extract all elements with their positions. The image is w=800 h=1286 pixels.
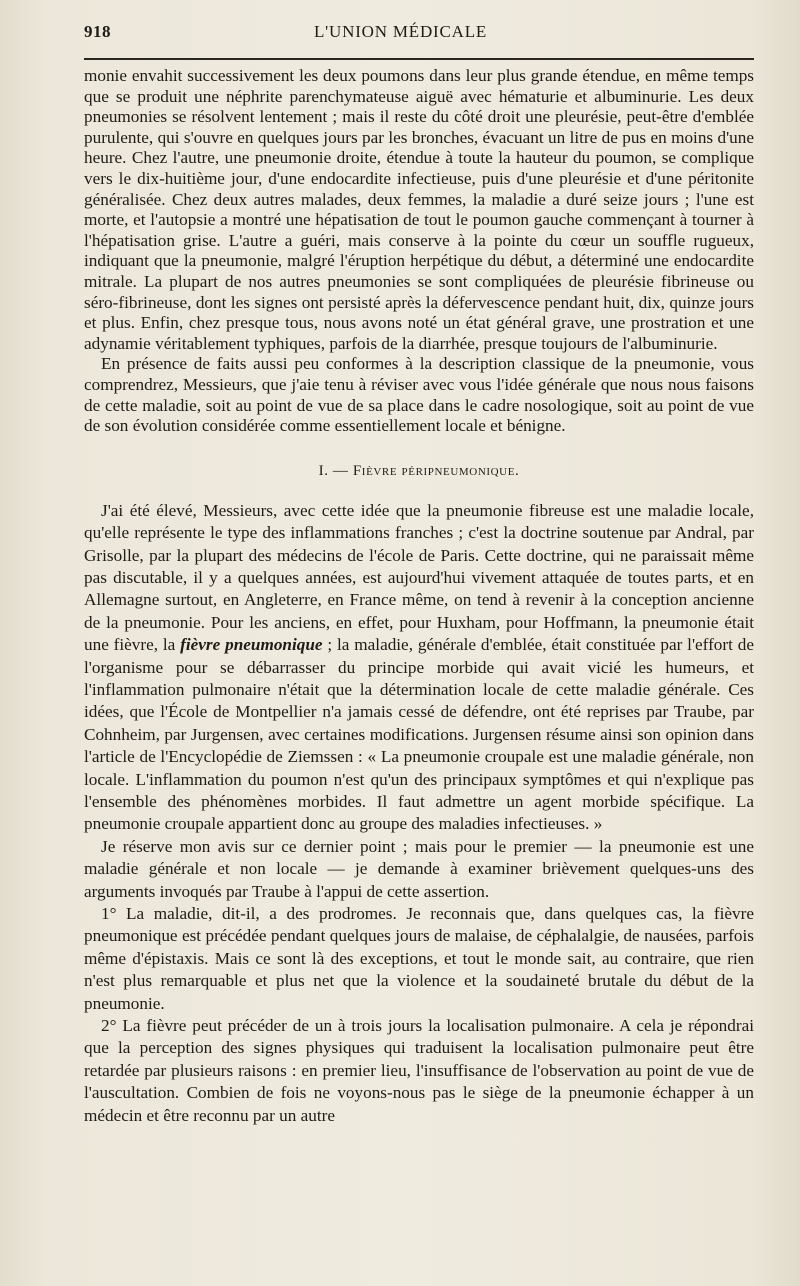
page-number: 918 xyxy=(84,22,111,41)
paragraph: 2° La fièvre peut précéder de un à trois jours la localisation pulmonaire. A cela je répondrai que la perception des signes physiques qui traduisent la localisation pulmonaire peut être retardée par plusieurs raisons : en premier lieu, l'insuffisance de l'observation au point de vue de l'auscultation. Combien de fois ne voyons-nous pas le siège de la pneumonie échapper à un médecin et être reconnu par un autre xyxy=(84,1016,754,1125)
paragraph xyxy=(84,500,754,836)
paragraph: monie envahit successivement les deux poumons dans leur plus grande étendue, en même temps que se produit une néphrite parenchymateuse aiguë avec hématurie et albuminurie. Les deux pneumonies se résolvent lentement ; mais il reste du côté droit une pleurésie, peut-être d'emblée purulente, qui s'ouvre en quelques jours par les bronches, évacuant un litre de pus en moins d'une heure. Chez l'autre, une pneumonie droite, étendue à toute la hauteur du poumon, se complique vers le dix-huitième jour, d'une endocardite infectieuse, puis d'une pleurésie et d'une péritonite généralisée. Chez deux autres malades, deux femmes, la maladie a duré seize jours ; l'une est morte, et l'autopsie a montré une hépatisation de tout le poumon gauche commençant à tourner à l'hépatisation grise. L'autre a guéri, mais conserve à la pointe du cœur un souffle rugueux, indiquant que la pneumonie, malgré l'éruption herpétique du début, a déterminé une endocardite mitrale. La plupart de nos autres pneumonies se sont compliquées de pleurésie fibrineuse ou séro-fibrineuse, dont les signes ont persisté après la défervescence pendant huit, dix, quinze jours et plus. Enfin, chez presque tous, nous avons noté un état général grave, une prostration et une adynamie véritablement typhiques, parfois de la diarrhée, presque toujours de l'albuminurie. xyxy=(84,66,754,353)
section-heading xyxy=(84,463,754,480)
italic-term: fièvre pneumonique xyxy=(180,635,323,655)
article-body xyxy=(84,66,754,1127)
header-rule xyxy=(84,58,754,60)
paragraph-text: J'ai été élevé, Messieurs, avec cette idée que la pneumonie fibreuse est une maladie locale, qu'elle représente le type des inflammations franches ; c'est la doctrine soutenue par Andral, par Grisolle, par la plupart des médecins de l'école de Paris. Cette doctrine, qui ne paraissait même pas discutable, il y a quelques années, est aujourd'hui vivement attaquée de toutes parts, et en Allemagne surtout, en Angleterre, en France même, on tend à revenir à la conception ancienne de la pneumonie. Pour les anciens, en effet, pour Huxham, pour Hoffmann, la pneumonie était une fièvre, la xyxy=(84,500,754,655)
running-head xyxy=(84,22,754,52)
section-body xyxy=(84,500,754,1127)
paragraph: 1° La maladie, dit-il, a des prodromes. Je reconnais que, dans quelques cas, la fièvre pneumonique est précédée pendant quelques jours de malaise, de céphalalgie, de nausées, parfois même d'épistaxis. Mais ce sont là des exceptions, et tout le monde sait, au contraire, que rien n'est plus remarquable et plus net que la violence et la soudaineté brutale du début de la pneumonie. xyxy=(84,904,754,1013)
journal-title: L'UNION MÉDICALE xyxy=(314,22,488,41)
section-title: Fièvre péripneumonique. xyxy=(352,462,520,479)
section-number: I. — xyxy=(318,462,349,479)
paragraph: En présence de faits aussi peu conformes à la description classique de la pneumonie, vous comprendrez, Messieurs, que j'aie tenu à réviser avec vous l'idée générale que nous nous faisons de cette maladie, soit au point de vue de sa place dans le cadre nosologique, soit au point de vue de son évolution considérée comme essentiellement locale et bénigne. xyxy=(84,354,754,436)
paragraph: Je réserve mon avis sur ce dernier point ; mais pour le premier — la pneumonie est une maladie générale et non locale — je demande à examiner brièvement quelques-uns des arguments invoqués par Traube à l'appui de cette assertion. xyxy=(84,836,754,901)
paragraph-text: ; la maladie, générale d'emblée, était constituée par l'effort de l'organisme pour se débarrasser du principe morbide qui avait vicié les humeurs, et l'inflammation pulmonaire n'était que la détermination locale de cette maladie générale. Ces idées, que l'École de Montpellier n'a jamais cessé de défendre, ont été reprises par Traube, par Cohnheim, par Jurgensen, avec certaines modifications. Jurgensen résume ainsi son opinion dans l'article de l'Encyclopédie de Ziemssen : « La pneumonie croupale est une maladie générale, non locale. L'inflammation du poumon n'est qu'un des principaux symptômes et qui n'explique pas l'ensemble des phénomènes morbides. Il faut admettre un agent morbide spécifique. La pneumonie croupale appartient donc au groupe des maladies infectieuses. » xyxy=(84,635,754,834)
